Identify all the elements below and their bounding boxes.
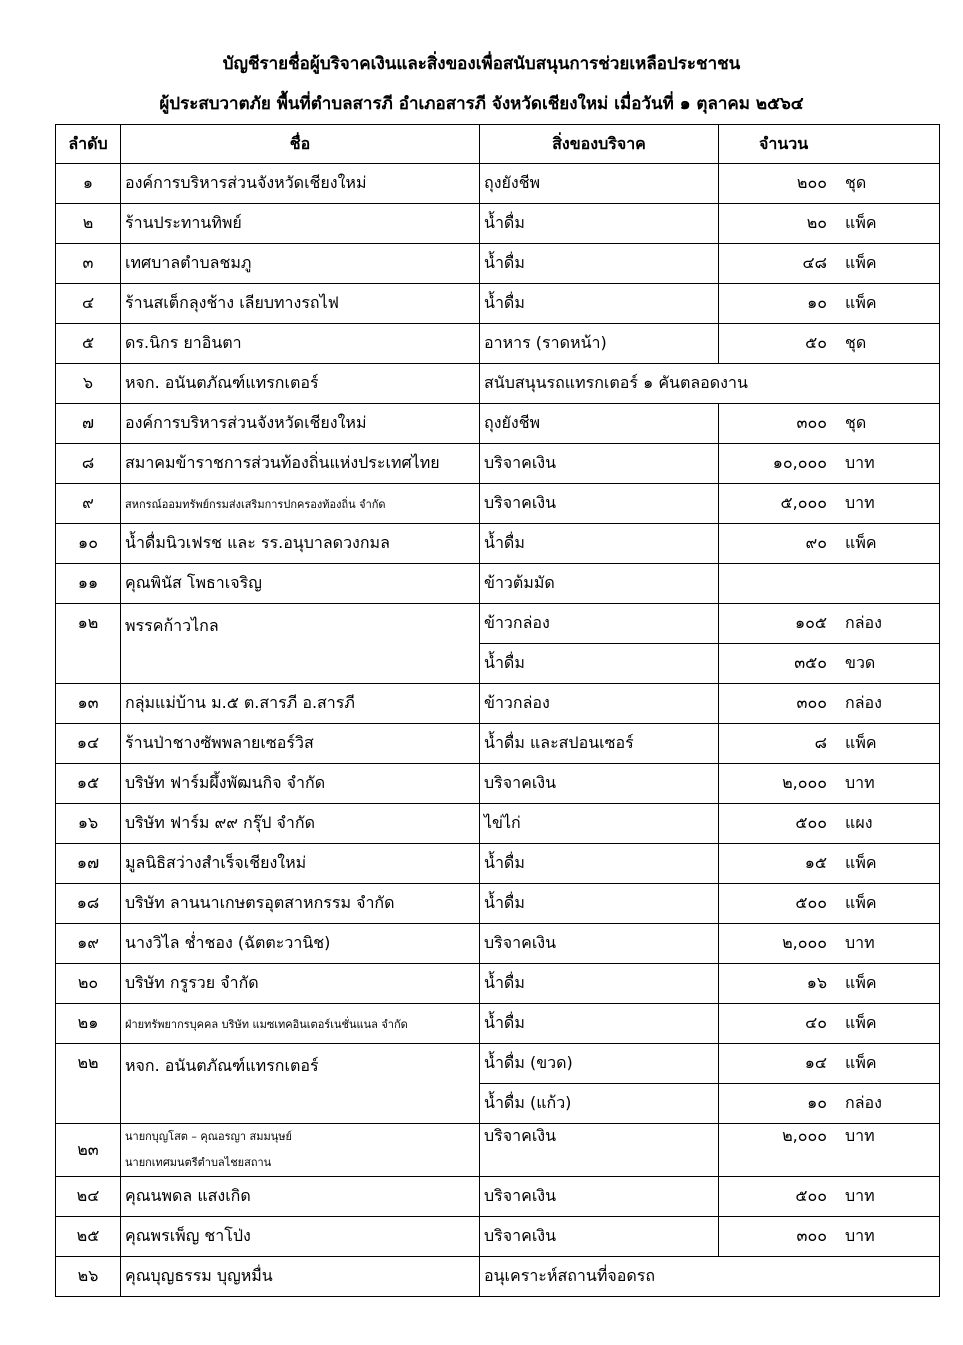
qty-value: ๑๐,๐๐๐ xyxy=(772,453,827,472)
table-row xyxy=(56,404,940,444)
qty-unit: แพ็ค xyxy=(845,533,877,552)
qty-unit: แพ็ค xyxy=(845,1013,877,1032)
donation-item: ข้าวกล่อง xyxy=(480,604,719,644)
donor-name: เทศบาลตำบลชมภู xyxy=(121,244,480,284)
qty-cell xyxy=(719,884,940,924)
donation-item: ข้าวกล่อง xyxy=(480,684,719,724)
table-body xyxy=(56,164,940,1297)
qty-value: ๓๐๐ xyxy=(796,1226,827,1245)
row-number: ๑๒ xyxy=(56,604,121,644)
qty-value: ๒๐ xyxy=(806,213,827,232)
row-number: ๑๐ xyxy=(56,524,121,564)
qty-unit: บาท xyxy=(845,1226,875,1245)
qty-value: ๑๐๕ xyxy=(794,613,827,632)
table-row xyxy=(56,1044,940,1084)
table-row xyxy=(56,364,940,404)
table-row xyxy=(56,444,940,484)
donor-name: สหกรณ์ออมทรัพย์กรมส่งเสริมการปกครองท้องถิ่น จำกัด xyxy=(121,484,480,524)
qty-cell xyxy=(719,724,940,764)
donor-name: ร้านประทานทิพย์ xyxy=(121,204,480,244)
donation-item: บริจาคเงิน xyxy=(480,1177,719,1217)
donor-name: คุณพินัส โพธาเจริญ xyxy=(121,564,480,604)
donation-item: น้ำดื่ม xyxy=(480,1004,719,1044)
row-number: ๑๖ xyxy=(56,804,121,844)
table-header-row xyxy=(56,125,940,164)
donor-name: ฝ่ายทรัพยากรบุคคล บริษัท แมซเทคอินเตอร์เนชั่นแนล จำกัด xyxy=(121,1004,480,1044)
qty-unit: แพ็ค xyxy=(845,293,877,312)
row-number: ๓ xyxy=(56,244,121,284)
qty-cell xyxy=(719,844,940,884)
qty-value: ๑๐ xyxy=(807,1093,827,1112)
qty-value: ๔๐ xyxy=(805,1013,827,1032)
qty-unit: แผง xyxy=(845,813,873,832)
qty-cell xyxy=(719,444,940,484)
row-number: ๙ xyxy=(56,484,121,524)
qty-value: ๑๔ xyxy=(804,1053,827,1072)
qty-unit: ชุด xyxy=(845,173,867,192)
donor-name: องค์การบริหารส่วนจังหวัดเชียงใหม่ xyxy=(121,404,480,444)
table-row xyxy=(56,164,940,204)
qty-unit: แพ็ค xyxy=(845,893,877,912)
qty-value: ๓๐๐ xyxy=(796,693,827,712)
qty-cell xyxy=(719,604,940,644)
donor-name: มูลนิธิสว่างสำเร็จเชียงใหม่ xyxy=(121,844,480,884)
qty-cell xyxy=(719,1044,940,1084)
qty-unit: แพ็ค xyxy=(845,853,877,872)
table-row xyxy=(56,684,940,724)
donor-name: บริษัท ฟาร์ม ๙๙ กรุ๊ป จำกัด xyxy=(121,804,480,844)
row-number: ๑๗ xyxy=(56,844,121,884)
qty-unit: แพ็ค xyxy=(845,733,877,752)
donation-item: บริจาคเงิน xyxy=(480,1124,719,1177)
donation-item: น้ำดื่ม และสปอนเซอร์ xyxy=(480,724,719,764)
qty-unit: บาท xyxy=(845,1126,875,1145)
qty-cell xyxy=(719,644,940,684)
qty-cell xyxy=(719,1177,940,1217)
table-row xyxy=(56,484,940,524)
donation-item: น้ำดื่ม xyxy=(480,844,719,884)
row-number: ๒๓ xyxy=(56,1124,121,1177)
qty-value: ๕๐๐ xyxy=(795,1186,827,1205)
qty-value: ๒,๐๐๐ xyxy=(782,1126,827,1145)
row-number: ๒๔ xyxy=(56,1177,121,1217)
donation-item: น้ำดื่ม xyxy=(480,524,719,564)
donor-name-line1: นายกบุญโสต – คุณอรญา สมมนุษย์ xyxy=(125,1130,292,1143)
donation-item: น้ำดื่ม xyxy=(480,284,719,324)
row-number: ๖ xyxy=(56,364,121,404)
qty-value: ๕๐๐ xyxy=(795,893,827,912)
donor-name: ร้านป่าชางซัพพลายเซอร์วิส xyxy=(121,724,480,764)
document-subtitle: ผู้ประสบวาตภัย พื้นที่ตำบลสารภี อำเภอสารภี จังหวัดเชียงใหม่ เมื่อวันที่ ๑ ตุลาคม ๒๕๖๔ xyxy=(159,94,804,114)
qty-unit: บาท xyxy=(845,933,875,952)
qty-cell xyxy=(719,564,940,604)
qty-unit: แพ็ค xyxy=(845,973,877,992)
qty-value: ๕,๐๐๐ xyxy=(780,493,827,512)
qty-value: ๓๕๐ xyxy=(794,653,827,672)
qty-unit: ขวด xyxy=(845,653,876,672)
qty-unit: แพ็ค xyxy=(845,1053,877,1072)
qty-cell xyxy=(719,324,940,364)
table-row xyxy=(56,844,940,884)
row-number: ๑ xyxy=(56,164,121,204)
donor-name: คุณนพดล แสงเกิด xyxy=(121,1177,480,1217)
row-number: ๑๑ xyxy=(56,564,121,604)
qty-value: ๙๐ xyxy=(805,533,827,552)
table-row xyxy=(56,1177,940,1217)
qty-unit: แพ็ค xyxy=(845,253,877,272)
table-row xyxy=(56,204,940,244)
qty-unit: ชุด xyxy=(845,413,867,432)
table-row xyxy=(56,764,940,804)
donor-name: นางวิไล ช่ำชอง (ฉัตตะวานิช) xyxy=(121,924,480,964)
row-number: ๒ xyxy=(56,204,121,244)
qty-cell xyxy=(719,924,940,964)
donor-name xyxy=(121,1124,480,1177)
qty-value: ๑๐ xyxy=(807,293,827,312)
donor-name: หจก. อนันตภัณฑ์แทรกเตอร์ xyxy=(121,1044,480,1124)
qty-value: ๓๐๐ xyxy=(796,413,827,432)
qty-unit: บาท xyxy=(845,773,875,792)
table-row xyxy=(56,324,940,364)
header-name: ชื่อ xyxy=(121,125,480,164)
qty-value: ๘ xyxy=(814,733,827,752)
donation-item: ข้าวต้มมัด xyxy=(480,564,719,604)
table-row xyxy=(56,564,940,604)
qty-value: ๕๐๐ xyxy=(795,813,827,832)
qty-cell xyxy=(719,1084,940,1124)
table-row xyxy=(56,1217,940,1257)
row-number: ๒๐ xyxy=(56,964,121,1004)
qty-unit: บาท xyxy=(845,493,875,512)
qty-unit: กล่อง xyxy=(845,1093,882,1112)
donor-name: น้ำดื่มนิวเฟรช และ รร.อนุบาลดวงกมล xyxy=(121,524,480,564)
donation-item: น้ำดื่ม xyxy=(480,884,719,924)
qty-unit: ชุด xyxy=(845,333,867,352)
qty-cell xyxy=(719,284,940,324)
qty-unit: บาท xyxy=(845,1186,875,1205)
table-row xyxy=(56,1004,940,1044)
donor-name: ร้านสเต็กลุงช้าง เลียบทางรถไฟ xyxy=(121,284,480,324)
donation-item: น้ำดื่ม (แก้ว) xyxy=(480,1084,719,1124)
qty-cell xyxy=(719,164,940,204)
row-number: ๑๕ xyxy=(56,764,121,804)
qty-cell xyxy=(719,964,940,1004)
qty-value: ๒๐๐ xyxy=(796,173,827,192)
donor-name: คุณพรเพ็ญ ชาโป่ง xyxy=(121,1217,480,1257)
table-row xyxy=(56,964,940,1004)
table-row xyxy=(56,1124,940,1177)
donor-name: องค์การบริหารส่วนจังหวัดเชียงใหม่ xyxy=(121,164,480,204)
donor-name: พรรคก้าวไกล xyxy=(121,604,480,684)
donor-name: บริษัท ลานนาเกษตรอุตสาหกรรม จำกัด xyxy=(121,884,480,924)
table-row xyxy=(56,524,940,564)
row-number: ๒๕ xyxy=(56,1217,121,1257)
qty-unit: บาท xyxy=(845,453,875,472)
qty-value: ๒,๐๐๐ xyxy=(782,773,827,792)
qty-unit: กล่อง xyxy=(845,613,882,632)
donor-name: บริษัท ฟาร์มผึ้งพัฒนกิจ จำกัด xyxy=(121,764,480,804)
qty-value: ๔๘ xyxy=(802,253,827,272)
donation-item: อนุเคราะห์สถานที่จอดรถ xyxy=(480,1257,940,1297)
qty-value: ๒,๐๐๐ xyxy=(782,933,827,952)
donor-name: ดร.นิกร ยาอินตา xyxy=(121,324,480,364)
donation-item: บริจาคเงิน xyxy=(480,764,719,804)
qty-cell xyxy=(719,204,940,244)
table-row xyxy=(56,1257,940,1297)
header-no: ลำดับ xyxy=(56,125,121,164)
row-number-empty xyxy=(56,644,121,684)
row-number: ๒๑ xyxy=(56,1004,121,1044)
donation-item: บริจาคเงิน xyxy=(480,1217,719,1257)
table-row xyxy=(56,604,940,644)
qty-value: ๕๐ xyxy=(805,333,827,352)
donation-item: อาหาร (ราดหน้า) xyxy=(480,324,719,364)
qty-cell xyxy=(719,684,940,724)
donation-item: บริจาคเงิน xyxy=(480,444,719,484)
donor-table xyxy=(55,124,940,1297)
document-title: บัญชีรายชื่อผู้บริจาคเงินและสิ่งของเพื่อสนับสนุนการช่วยเหลือประชาชน xyxy=(222,54,741,74)
qty-unit: แพ็ค xyxy=(845,213,877,232)
donation-item: น้ำดื่ม xyxy=(480,204,719,244)
donor-name: สมาคมข้าราชการส่วนท้องถิ่นแห่งประเทศไทย xyxy=(121,444,480,484)
table-row xyxy=(56,924,940,964)
qty-cell xyxy=(719,524,940,564)
table-row xyxy=(56,284,940,324)
qty-unit: กล่อง xyxy=(845,693,882,712)
qty-cell xyxy=(719,484,940,524)
row-number: ๗ xyxy=(56,404,121,444)
header-item: สิ่งของบริจาค xyxy=(480,125,719,164)
donation-item: บริจาคเงิน xyxy=(480,924,719,964)
donor-name: บริษัท กรูรวย จำกัด xyxy=(121,964,480,1004)
donation-item: สนับสนุนรถแทรกเตอร์ ๑ คันตลอดงาน xyxy=(480,364,940,404)
table-row xyxy=(56,884,940,924)
donor-name: หจก. อนันตภัณฑ์แทรกเตอร์ xyxy=(121,364,480,404)
row-number: ๒๖ xyxy=(56,1257,121,1297)
qty-value: ๑๖ xyxy=(806,973,827,992)
qty-cell xyxy=(719,404,940,444)
table-row xyxy=(56,724,940,764)
row-number: ๑๙ xyxy=(56,924,121,964)
row-number: ๑๔ xyxy=(56,724,121,764)
donation-item: ถุงยังชีพ xyxy=(480,164,719,204)
qty-cell xyxy=(719,1217,940,1257)
donation-item: ไข่ไก่ xyxy=(480,804,719,844)
table-row xyxy=(56,244,940,284)
donation-item: น้ำดื่ม xyxy=(480,964,719,1004)
donation-item: บริจาคเงิน xyxy=(480,484,719,524)
qty-cell xyxy=(719,1124,940,1177)
donation-item: น้ำดื่ม xyxy=(480,644,719,684)
row-number: ๘ xyxy=(56,444,121,484)
donor-name: กลุ่มแม่บ้าน ม.๕ ต.สารภี อ.สารภี xyxy=(121,684,480,724)
row-number: ๕ xyxy=(56,324,121,364)
row-number: ๒๒ xyxy=(56,1044,121,1084)
qty-cell xyxy=(719,804,940,844)
donor-name: คุณบุญธรรม บุญหมื่น xyxy=(121,1257,480,1297)
qty-cell xyxy=(719,764,940,804)
qty-cell xyxy=(719,244,940,284)
donation-item: น้ำดื่ม xyxy=(480,244,719,284)
header-qty: จำนวน xyxy=(719,125,940,164)
table-row xyxy=(56,804,940,844)
row-number-empty xyxy=(56,1084,121,1124)
donation-item: น้ำดื่ม (ขวด) xyxy=(480,1044,719,1084)
row-number: ๑๓ xyxy=(56,684,121,724)
donor-title-line2: นายกเทศมนตรีตำบลไชยสถาน xyxy=(125,1156,272,1169)
qty-cell xyxy=(719,1004,940,1044)
donation-item: ถุงยังชีพ xyxy=(480,404,719,444)
row-number: ๔ xyxy=(56,284,121,324)
qty-value: ๑๕ xyxy=(804,853,827,872)
row-number: ๑๘ xyxy=(56,884,121,924)
